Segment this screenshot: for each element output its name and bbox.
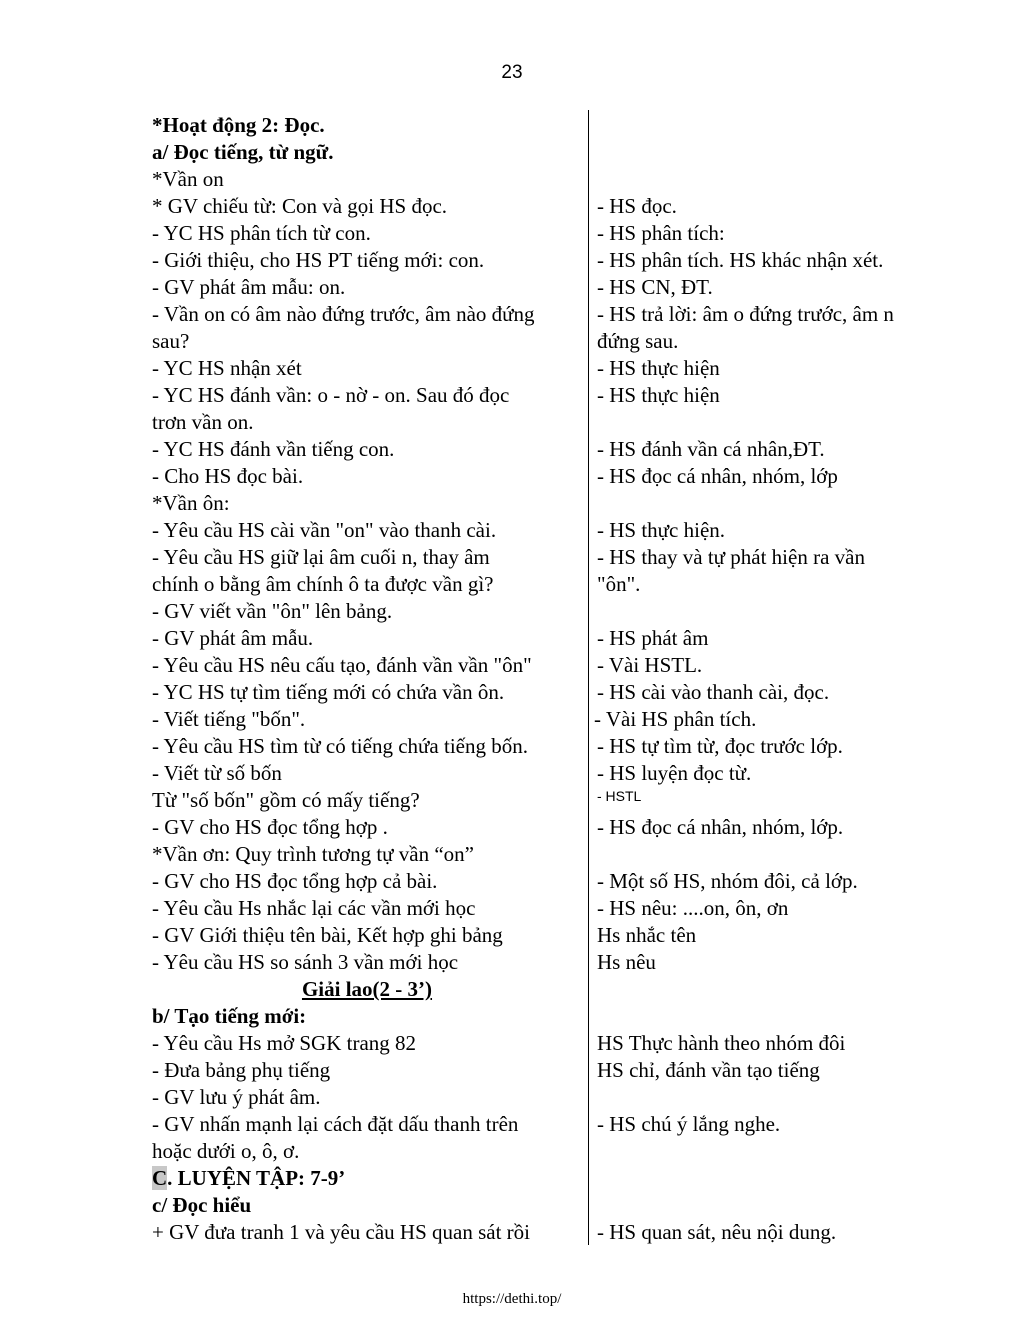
teacher-step: - YC HS nhận xét xyxy=(152,356,302,380)
teacher-step: - Yêu cầu HS so sánh 3 vần mới học xyxy=(152,950,459,974)
student-response: - HS thực hiện. xyxy=(597,518,726,542)
student-response: - Vài HS phân tích. xyxy=(594,707,757,731)
teacher-step: - GV lưu ý phát âm. xyxy=(152,1085,321,1109)
teacher-step: - GV phát âm mẫu. xyxy=(152,626,314,650)
footer-url: https://dethi.top/ xyxy=(462,1291,562,1307)
student-response: - HS quan sát, nêu nội dung. xyxy=(597,1220,837,1244)
teacher-step: - Cho HS đọc bài. xyxy=(152,464,304,488)
teacher-step: - Yêu cầu Hs nhắc lại các vần mới học xyxy=(152,896,476,920)
van-on2-heading: *Vần ôn: xyxy=(152,491,230,515)
teacher-step: - YC HS đánh vần tiếng con. xyxy=(152,437,395,461)
student-response: - HS cài vào thanh cài, đọc. xyxy=(597,680,830,704)
student-response: - Một số HS, nhóm đôi, cả lớp. xyxy=(597,869,858,893)
activity-title: *Hoạt động 2: Đọc. xyxy=(152,113,325,137)
teacher-step: - GV Giới thiệu tên bài, Kết hợp ghi bảng xyxy=(152,923,503,947)
section-c-heading: C. LUYỆN TẬP: 7-9’ xyxy=(152,1166,346,1190)
student-response: - HSTL xyxy=(597,788,642,804)
student-response: - HS thực hiện xyxy=(597,356,720,380)
teacher-step: - Yêu cầu HS giữ lại âm cuối n, thay âm xyxy=(152,545,490,569)
teacher-step: * GV chiếu từ: Con và gọi HS đọc. xyxy=(152,194,448,218)
break-heading: Giải lao(2 - 3’) xyxy=(301,977,433,1001)
teacher-step: - Yêu cầu HS tìm từ có tiếng chứa tiếng bốn. xyxy=(152,734,528,758)
section-b-heading: b/ Tạo tiếng mới: xyxy=(152,1004,307,1028)
student-response: Hs nhắc tên xyxy=(597,923,697,947)
student-response: - HS nêu: ....on, ôn, ơn xyxy=(597,896,789,920)
student-response: - HS đọc. xyxy=(597,194,677,218)
teacher-step: trơn vần on. xyxy=(152,410,254,434)
teacher-step: chính o bằng âm chính ô ta được vần gì? xyxy=(152,572,494,596)
teacher-step: - Yêu cầu HS nêu cấu tạo, đánh vần vần "ôn" xyxy=(152,653,532,677)
teacher-step: - GV phát âm mẫu: on. xyxy=(152,275,346,299)
student-response: HS Thực hành theo nhóm đôi xyxy=(597,1031,846,1055)
teacher-step: hoặc dưới o, ô, ơ. xyxy=(152,1139,300,1163)
teacher-step: - Yêu cầu HS cài vần "on" vào thanh cài. xyxy=(152,518,497,542)
teacher-step: - Viết từ số bốn xyxy=(152,761,282,785)
teacher-step: - GV nhấn mạnh lại cách đặt dấu thanh trên xyxy=(152,1112,519,1136)
student-response: - Vài HSTL. xyxy=(597,653,703,677)
teacher-step: - GV cho HS đọc tổng hợp cả bài. xyxy=(152,869,438,893)
teacher-step: - GV cho HS đọc tổng hợp . xyxy=(152,815,388,839)
teacher-step: - Yêu cầu Hs mở SGK trang 82 xyxy=(152,1031,417,1055)
teacher-step: - YC HS phân tích từ con. xyxy=(152,221,371,245)
student-response: - HS CN, ĐT. xyxy=(597,275,713,299)
teacher-step: - GV viết vần "ôn" lên bảng. xyxy=(152,599,393,623)
student-response: - HS đọc cá nhân, nhóm, lớp xyxy=(597,464,838,488)
student-response: - HS đánh vần cá nhân,ĐT. xyxy=(597,437,825,461)
section-a-heading: a/ Đọc tiếng, từ ngữ. xyxy=(152,140,334,164)
section-c2-heading: c/ Đọc hiểu xyxy=(152,1193,252,1217)
student-response: - HS luyện đọc từ. xyxy=(597,761,752,785)
student-response: - HS thực hiện xyxy=(597,383,720,407)
teacher-step: - YC HS tự tìm tiếng mới có chứa vần ôn. xyxy=(152,680,505,704)
student-response: đứng sau. xyxy=(597,329,679,353)
teacher-step: - YC HS đánh vần: o - nờ - on. Sau đó đọc xyxy=(152,383,510,407)
page-number: 23 xyxy=(501,62,523,83)
teacher-step: - Vần on có âm nào đứng trước, âm nào đứng xyxy=(152,302,535,326)
teacher-step: sau? xyxy=(152,329,190,353)
van-on-heading: *Vần on xyxy=(152,167,224,191)
student-response: - HS phân tích. HS khác nhận xét. xyxy=(597,248,884,272)
teacher-step: + GV đưa tranh 1 và yêu cầu HS quan sát rồi xyxy=(152,1220,530,1244)
teacher-step: - Giới thiệu, cho HS PT tiếng mới: con. xyxy=(152,248,485,272)
teacher-step: - Đưa bảng phụ tiếng xyxy=(152,1058,331,1082)
student-response: - HS đọc cá nhân, nhóm, lớp. xyxy=(597,815,844,839)
student-response: - HS phát âm xyxy=(597,626,709,650)
student-response: - HS tự tìm từ, đọc trước lớp. xyxy=(597,734,843,758)
column-divider xyxy=(588,110,589,1245)
student-response: - HS thay và tự phát hiện ra vần xyxy=(597,545,865,569)
student-response: Hs nêu xyxy=(597,950,656,974)
student-response: HS chỉ, đánh vần tạo tiếng xyxy=(597,1058,820,1082)
student-response: "ôn". xyxy=(597,572,641,596)
teacher-step: - Viết tiếng "bốn". xyxy=(152,707,306,731)
van-on3-heading: *Vần ơn: Quy trình tương tự vần “on” xyxy=(152,842,475,866)
student-response: - HS chú ý lắng nghe. xyxy=(597,1112,781,1136)
student-response: - HS trả lời: âm o đứng trước, âm n xyxy=(597,302,894,326)
student-response: - HS phân tích: xyxy=(597,221,725,245)
teacher-step: Từ "số bốn" gồm có mấy tiếng? xyxy=(152,788,420,812)
highlighted-letter: C xyxy=(152,1166,168,1190)
